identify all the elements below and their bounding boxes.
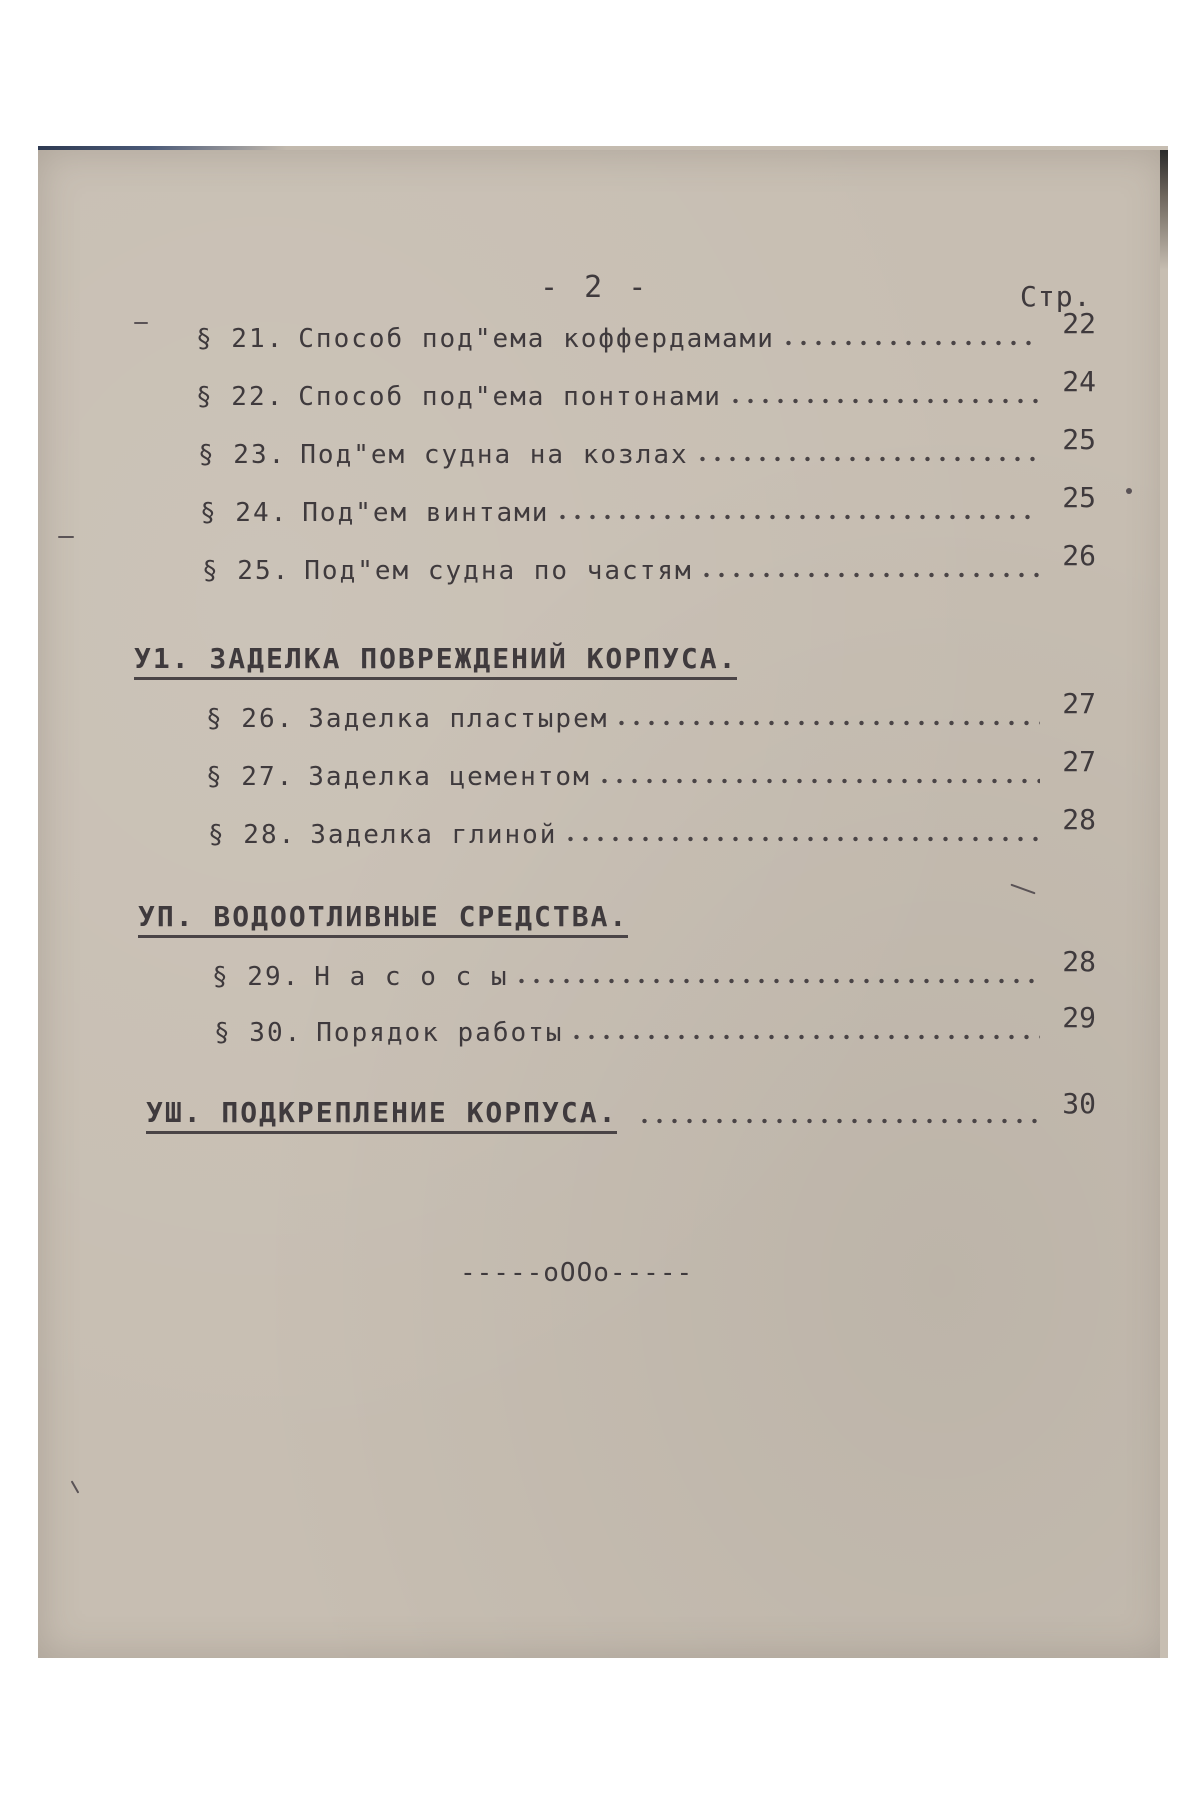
toc-entry bbox=[202, 539, 1096, 586]
toc-page-number: 28 bbox=[1062, 803, 1096, 836]
toc-section-number: § 26. bbox=[206, 704, 295, 734]
toc-entry-title: Способ под"ема понтонами bbox=[298, 382, 722, 412]
toc-entry-title: Под"ем судна по частям bbox=[304, 556, 693, 586]
end-ornament: -----oOOo----- bbox=[460, 1258, 694, 1288]
toc-section-number: § 23. bbox=[198, 440, 287, 470]
dot-leader bbox=[563, 836, 1040, 842]
toc-entry-title: Заделка цементом bbox=[308, 762, 591, 792]
toc-chapter-entry bbox=[146, 1087, 1096, 1134]
toc-page-number: 22 bbox=[1062, 307, 1096, 340]
dot-leader bbox=[614, 720, 1040, 726]
page-column-label: Стр. bbox=[1020, 280, 1092, 313]
dot-leader bbox=[569, 1034, 1040, 1040]
toc-entry-title: Заделка пластырем bbox=[308, 704, 609, 734]
toc-entry bbox=[214, 1001, 1096, 1048]
toc-entry-title: Н а с о с ы bbox=[314, 962, 509, 992]
toc-entry-title: Способ под"ема коффердамами bbox=[298, 324, 775, 354]
toc-entry bbox=[206, 745, 1096, 792]
toc-entry bbox=[196, 307, 1096, 354]
toc-entry-title: Под"ем судна на козлах bbox=[300, 440, 689, 470]
toc-page-number: 25 bbox=[1062, 423, 1096, 456]
dot-leader bbox=[514, 978, 1040, 984]
chapter-heading: УП. ВОДООТЛИВНЫЕ СРЕДСТВА. bbox=[138, 900, 628, 938]
toc-section-number: § 21. bbox=[196, 324, 285, 354]
toc-entry bbox=[200, 481, 1096, 528]
dot-leader bbox=[699, 572, 1040, 578]
dot-leader bbox=[728, 398, 1040, 404]
toc-page-number: 29 bbox=[1062, 1001, 1096, 1034]
toc-entry bbox=[196, 365, 1096, 412]
toc-page-number: 27 bbox=[1062, 687, 1096, 720]
toc-entry bbox=[208, 803, 1096, 850]
dot-leader bbox=[695, 456, 1040, 462]
paper-mark bbox=[134, 322, 148, 324]
chapter-heading: УШ. ПОДКРЕПЛЕНИЕ КОРПУСА. bbox=[146, 1096, 617, 1134]
paper-mark bbox=[1126, 488, 1132, 494]
page-right-edge bbox=[1160, 150, 1168, 1658]
page-number: - 2 - bbox=[540, 270, 651, 305]
toc-entry bbox=[206, 687, 1096, 734]
dot-leader bbox=[555, 514, 1040, 520]
toc-page-number: 26 bbox=[1062, 539, 1096, 572]
toc-section-number: § 22. bbox=[196, 382, 285, 412]
toc-entry-title: Порядок работы bbox=[316, 1018, 564, 1048]
toc-section-number: § 27. bbox=[206, 762, 295, 792]
toc-page-number: 28 bbox=[1062, 945, 1096, 978]
toc-entry-title: Заделка глиной bbox=[310, 820, 558, 850]
toc-page-number: 30 bbox=[1062, 1087, 1096, 1120]
dot-leader bbox=[781, 340, 1040, 346]
chapter-heading: У1. ЗАДЕЛКА ПОВРЕЖДЕНИЙ КОРПУСА. bbox=[134, 642, 737, 680]
dot-leader bbox=[637, 1118, 1040, 1124]
toc-page-number: 25 bbox=[1062, 481, 1096, 514]
toc-entry-title: Под"ем винтами bbox=[302, 498, 550, 528]
toc-section-number: § 25. bbox=[202, 556, 291, 586]
toc-section-number: § 28. bbox=[208, 820, 297, 850]
toc-section-number: § 30. bbox=[214, 1018, 303, 1048]
toc-section-number: § 29. bbox=[212, 962, 301, 992]
toc-entry bbox=[212, 945, 1096, 992]
toc-section-number: § 24. bbox=[200, 498, 289, 528]
dot-leader bbox=[597, 778, 1040, 784]
toc-page-number: 24 bbox=[1062, 365, 1096, 398]
paper-mark bbox=[58, 536, 74, 538]
toc-entry bbox=[198, 423, 1096, 470]
toc-page-number: 27 bbox=[1062, 745, 1096, 778]
